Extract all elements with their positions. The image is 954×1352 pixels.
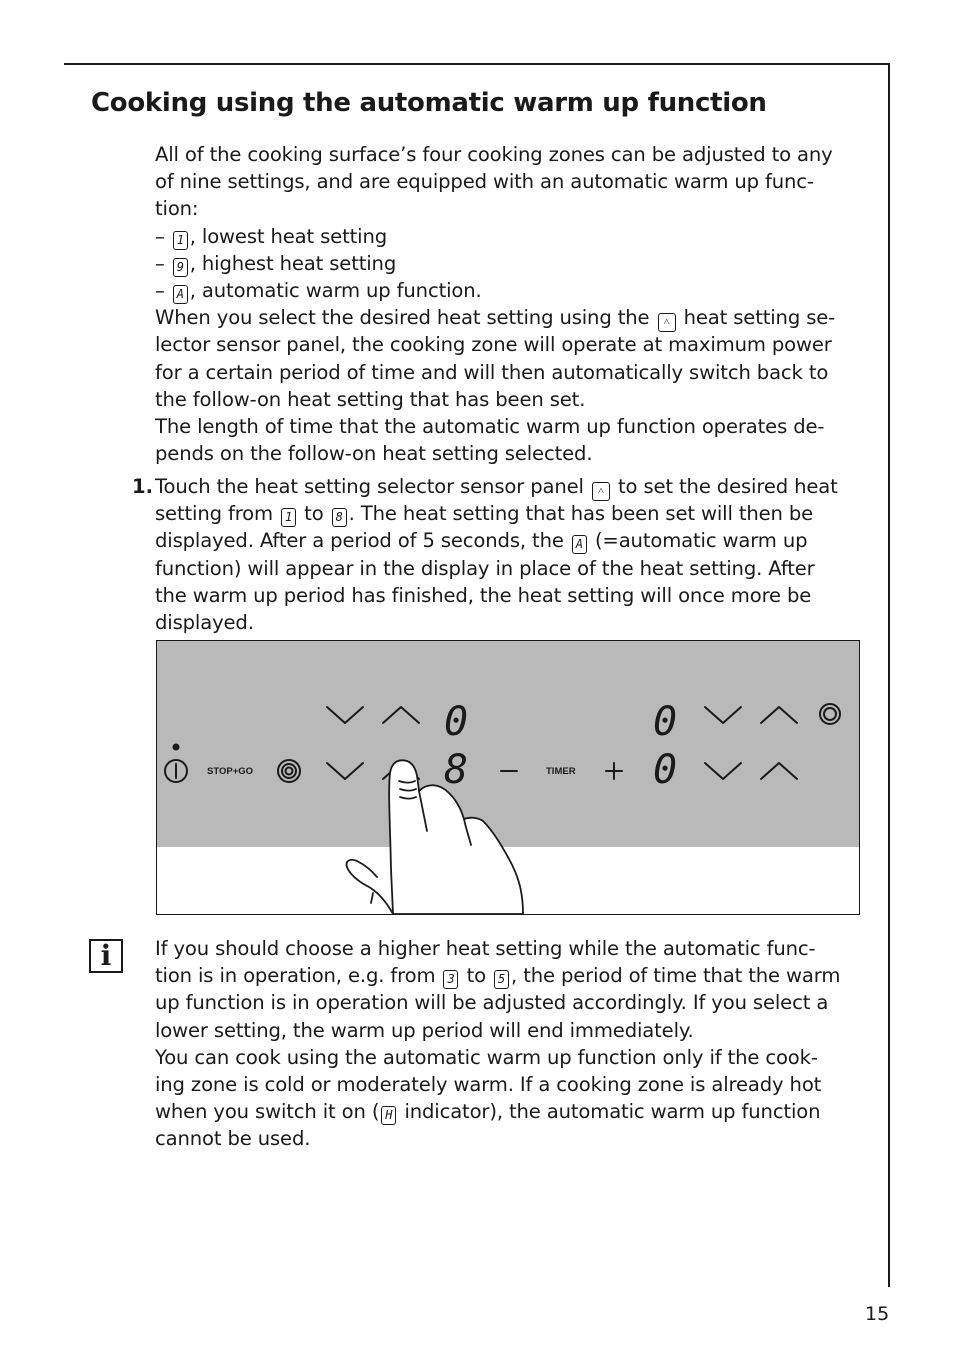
setting-a-symbol: A [572, 535, 587, 554]
note-line: tion is in operation, e.g. from 3 to 5 , the period of time that the warm [155, 964, 841, 988]
list-item-lowest: – 1 , lowest heat setting [155, 224, 388, 248]
intro-line: for a certain period of time and will then automatically switch back to [155, 360, 829, 384]
page-number: 15 [865, 1303, 890, 1325]
up-arrow-icon [761, 763, 797, 779]
setting-a-symbol: A [173, 285, 188, 304]
step-number: 1. [132, 475, 154, 498]
control-panel-illustration [156, 640, 860, 915]
hot-indicator-symbol: H [381, 1106, 396, 1125]
setting-1-symbol: 1 [281, 508, 296, 527]
list-item-auto: – A , automatic warm up function. [155, 278, 482, 302]
power-icon [165, 760, 187, 782]
cooking-zone-icon [278, 760, 300, 782]
step-line: displayed. [155, 610, 254, 634]
display-bottom-left: 8 [444, 747, 469, 793]
info-icon: i [89, 939, 123, 973]
step-line: Touch the heat setting selector sensor panel ˄ to set the desired heat [155, 473, 867, 500]
down-arrow-icon [705, 707, 741, 723]
intro-line: pends on the follow-on heat setting selected. [155, 442, 593, 466]
setting-8-symbol: 8 [332, 508, 347, 527]
display-top-right: 0 [653, 699, 678, 745]
intro-line: the follow-on heat setting that has been set. [155, 387, 586, 411]
note-line: ing zone is cold or moderately warm. If a cooking zone is already hot [155, 1072, 822, 1096]
step-1-text [155, 473, 867, 636]
step-line: the warm up period has finished, the heat setting will once more be [155, 583, 812, 607]
intro-line: The length of time that the automatic warm up function operates de- [155, 414, 825, 438]
cooking-zone-icon [820, 704, 840, 724]
intro-line: lector sensor panel, the cooking zone will operate at maximum power [155, 333, 832, 357]
top-rule [64, 63, 890, 65]
note-line: lower setting, the warm up period will end immediately. [155, 1018, 694, 1042]
up-arrow-icon [383, 707, 419, 723]
timer-label: TIMER [546, 766, 576, 777]
setting-9-symbol: 9 [173, 258, 188, 277]
right-rule [888, 63, 890, 1287]
step-line: setting from 1 to 8 . The heat setting that has been set will then be [155, 502, 814, 526]
page-title: Cooking using the automatic warm up function [91, 88, 767, 118]
up-arrow-icon [761, 707, 797, 723]
list-item-highest: – 9 , highest heat setting [155, 251, 397, 275]
setting-1-symbol: 1 [173, 231, 188, 250]
down-arrow-icon [327, 763, 363, 779]
note-line: If you should choose a higher heat setting while the automatic func- [155, 937, 816, 960]
note-line: cannot be used. [155, 1127, 311, 1151]
up-arrow-icon: ˄ [592, 482, 610, 501]
finger-icon [347, 760, 523, 914]
intro-line: tion: [155, 197, 199, 221]
note-text [155, 935, 867, 1153]
intro-line: All of the cooking surface’s four cooking zones can be adjusted to any [155, 143, 833, 166]
up-arrow-icon: ˄ [658, 313, 676, 332]
down-arrow-icon [705, 763, 741, 779]
setting-3-symbol: 3 [443, 970, 458, 989]
intro-line: When you select the desired heat setting using the ˄ heat setting se- [155, 304, 867, 331]
step-line: displayed. After a period of 5 seconds, the A (=automatic warm up [155, 529, 808, 553]
down-arrow-icon [327, 707, 363, 723]
note-line: You can cook using the automatic warm up function only if the cook- [155, 1045, 818, 1069]
panel-graphics [157, 641, 859, 914]
intro-text [155, 141, 867, 467]
setting-5-symbol: 5 [494, 970, 509, 989]
display-top-left: 0 [444, 699, 469, 745]
intro-line: of nine settings, and are equipped with an automatic warm up func- [155, 170, 814, 194]
note-line: up function is in operation will be adjusted accordingly. If you select a [155, 991, 829, 1015]
power-indicator-dot [173, 744, 180, 751]
plus-icon [606, 763, 622, 779]
note-line: when you switch it on ( H indicator), the automatic warm up function [155, 1100, 821, 1124]
stop-go-label: STOP+GO [207, 766, 254, 777]
display-bottom-right: 0 [653, 747, 678, 793]
step-line: function) will appear in the display in place of the heat setting. After [155, 556, 815, 580]
